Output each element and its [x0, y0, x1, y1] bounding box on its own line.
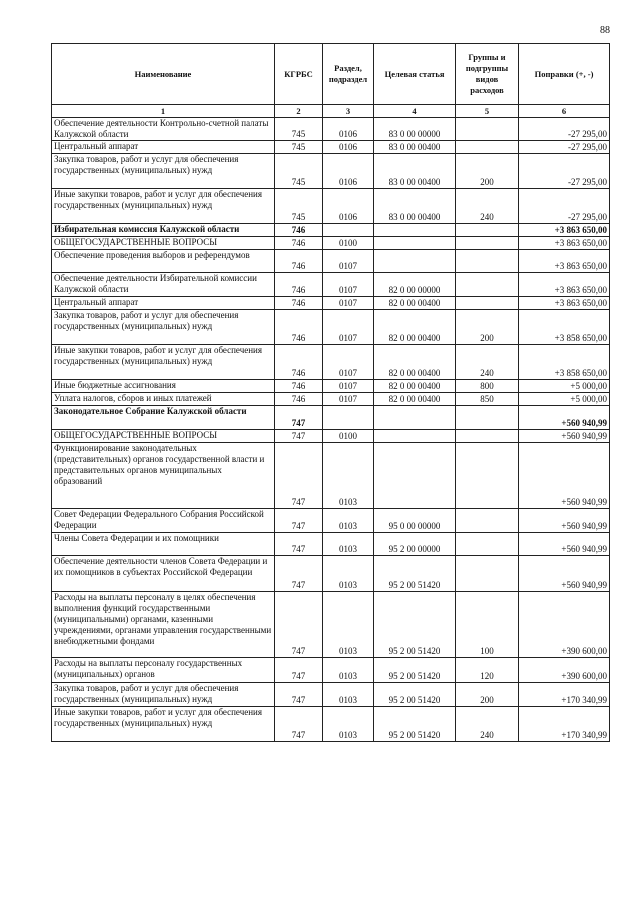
row-group-cell — [456, 141, 519, 154]
row-kgrbs-cell: 745 — [275, 189, 323, 224]
row-razdel-cell: 0106 — [323, 141, 374, 154]
row-group-cell: 120 — [456, 658, 519, 683]
row-razdel-cell: 0103 — [323, 658, 374, 683]
row-name-cell: Иные закупки товаров, работ и услуг для обеспечения государственных (муниципальных) нужд — [52, 707, 275, 742]
header-target: Целевая статья — [374, 44, 456, 105]
table-row — [52, 393, 610, 406]
row-amount-cell: +170 340,99 — [519, 707, 610, 742]
row-name-cell: Иные бюджетные ассигнования — [52, 380, 275, 393]
row-target-cell: 95 2 00 51420 — [374, 707, 456, 742]
row-razdel-cell: 0106 — [323, 118, 374, 141]
row-kgrbs-cell: 747 — [275, 533, 323, 556]
table-row — [52, 443, 610, 509]
header-kgrbs: КГРБС — [275, 44, 323, 105]
row-amount-cell: +390 600,00 — [519, 658, 610, 683]
row-kgrbs-cell: 746 — [275, 297, 323, 310]
row-amount-cell: +560 940,99 — [519, 406, 610, 430]
table-row — [52, 250, 610, 273]
header-razdel: Раздел, подраздел — [323, 44, 374, 105]
row-kgrbs-cell: 745 — [275, 118, 323, 141]
row-kgrbs-cell: 746 — [275, 393, 323, 406]
row-name-cell: Иные закупки товаров, работ и услуг для обеспечения государственных (муниципальных) нужд — [52, 189, 275, 224]
column-number: 6 — [519, 105, 610, 118]
row-group-cell — [456, 224, 519, 237]
row-target-cell — [374, 237, 456, 250]
row-amount-cell: +5 000,00 — [519, 380, 610, 393]
row-amount-cell: +3 863 650,00 — [519, 273, 610, 297]
row-kgrbs-cell: 747 — [275, 556, 323, 592]
row-group-cell: 240 — [456, 345, 519, 380]
row-razdel-cell: 0103 — [323, 509, 374, 533]
row-name-cell: Члены Совета Федерации и их помощники — [52, 533, 275, 556]
row-target-cell: 95 2 00 51420 — [374, 658, 456, 683]
row-amount-cell: +560 940,99 — [519, 430, 610, 443]
row-target-cell: 83 0 00 00400 — [374, 141, 456, 154]
row-group-cell: 100 — [456, 592, 519, 658]
table-row — [52, 707, 610, 742]
row-amount-cell: -27 295,00 — [519, 118, 610, 141]
row-kgrbs-cell: 747 — [275, 443, 323, 509]
row-razdel-cell: 0103 — [323, 556, 374, 592]
table-row — [52, 310, 610, 345]
row-target-cell: 95 2 00 51420 — [374, 592, 456, 658]
row-name-cell: Закупка товаров, работ и услуг для обеспечения государственных (муниципальных) нужд — [52, 683, 275, 707]
row-name-cell: Законодательное Собрание Калужской области — [52, 406, 275, 430]
row-target-cell: 95 2 00 51420 — [374, 556, 456, 592]
row-target-cell — [374, 430, 456, 443]
column-number-row — [52, 105, 610, 118]
row-razdel-cell: 0107 — [323, 250, 374, 273]
row-name-cell: Расходы на выплаты персоналу в целях обеспечения выполнения функций государственными (муниципальными) органами, казенными учреждениями, органами управления государственными внебюджетными фондами — [52, 592, 275, 658]
row-amount-cell: +560 940,99 — [519, 533, 610, 556]
row-razdel-cell: 0103 — [323, 533, 374, 556]
table-row — [52, 154, 610, 189]
row-name-cell: Закупка товаров, работ и услуг для обеспечения государственных (муниципальных) нужд — [52, 310, 275, 345]
row-razdel-cell: 0107 — [323, 297, 374, 310]
row-target-cell — [374, 250, 456, 273]
row-razdel-cell: 0107 — [323, 345, 374, 380]
row-amount-cell: -27 295,00 — [519, 189, 610, 224]
row-amount-cell: -27 295,00 — [519, 154, 610, 189]
row-kgrbs-cell: 746 — [275, 310, 323, 345]
table-row — [52, 533, 610, 556]
row-razdel-cell: 0107 — [323, 380, 374, 393]
row-target-cell: 95 0 00 00000 — [374, 509, 456, 533]
header-group: Группы и подгруппы видов расходов — [456, 44, 519, 105]
row-amount-cell: +3 863 650,00 — [519, 224, 610, 237]
row-name-cell: Совет Федерации Федерального Собрания Российской Федерации — [52, 509, 275, 533]
row-name-cell: Уплата налогов, сборов и иных платежей — [52, 393, 275, 406]
table-row — [52, 237, 610, 250]
row-amount-cell: +3 863 650,00 — [519, 297, 610, 310]
column-number: 4 — [374, 105, 456, 118]
row-group-cell — [456, 250, 519, 273]
row-target-cell: 82 0 00 00400 — [374, 393, 456, 406]
row-razdel-cell: 0107 — [323, 310, 374, 345]
row-amount-cell: +3 858 650,00 — [519, 310, 610, 345]
row-name-cell: Избирательная комиссия Калужской области — [52, 224, 275, 237]
row-kgrbs-cell: 746 — [275, 345, 323, 380]
row-name-cell: ОБЩЕГОСУДАРСТВЕННЫЕ ВОПРОСЫ — [52, 430, 275, 443]
page-number: 88 — [600, 25, 610, 36]
table-row — [52, 345, 610, 380]
header-amount: Поправки (+, -) — [519, 44, 610, 105]
row-target-cell: 95 2 00 51420 — [374, 683, 456, 707]
table-body — [52, 118, 610, 742]
row-amount-cell: -27 295,00 — [519, 141, 610, 154]
row-razdel-cell: 0103 — [323, 592, 374, 658]
table-row — [52, 141, 610, 154]
row-group-cell — [456, 533, 519, 556]
row-razdel-cell: 0103 — [323, 443, 374, 509]
row-kgrbs-cell: 746 — [275, 273, 323, 297]
row-kgrbs-cell: 747 — [275, 430, 323, 443]
row-razdel-cell: 0100 — [323, 430, 374, 443]
row-name-cell: Функционирование законодательных (представительных) органов государственной власти и представительных органов муниципальных образований — [52, 443, 275, 509]
row-target-cell: 82 0 00 00400 — [374, 297, 456, 310]
row-group-cell — [456, 297, 519, 310]
row-kgrbs-cell: 747 — [275, 406, 323, 430]
budget-amendments-table — [51, 43, 610, 742]
table-row — [52, 592, 610, 658]
row-name-cell: Центральный аппарат — [52, 141, 275, 154]
row-name-cell: Обеспечение деятельности Контрольно-счетной палаты Калужской области — [52, 118, 275, 141]
row-kgrbs-cell: 747 — [275, 683, 323, 707]
table-row — [52, 556, 610, 592]
row-amount-cell: +3 863 650,00 — [519, 250, 610, 273]
row-amount-cell: +560 940,99 — [519, 509, 610, 533]
row-razdel-cell: 0106 — [323, 154, 374, 189]
row-razdel-cell: 0106 — [323, 189, 374, 224]
row-kgrbs-cell: 745 — [275, 141, 323, 154]
column-number: 5 — [456, 105, 519, 118]
row-name-cell: Иные закупки товаров, работ и услуг для обеспечения государственных (муниципальных) нужд — [52, 345, 275, 380]
row-group-cell — [456, 443, 519, 509]
row-kgrbs-cell: 746 — [275, 237, 323, 250]
row-kgrbs-cell: 746 — [275, 250, 323, 273]
row-kgrbs-cell: 747 — [275, 509, 323, 533]
row-name-cell: Закупка товаров, работ и услуг для обеспечения государственных (муниципальных) нужд — [52, 154, 275, 189]
row-name-cell: Обеспечение деятельности Избирательной комиссии Калужской области — [52, 273, 275, 297]
row-name-cell: Обеспечение проведения выборов и референдумов — [52, 250, 275, 273]
table-header-row — [52, 44, 610, 105]
column-number: 2 — [275, 105, 323, 118]
row-group-cell — [456, 237, 519, 250]
row-amount-cell: +5 000,00 — [519, 393, 610, 406]
table-row — [52, 380, 610, 393]
row-razdel-cell: 0107 — [323, 273, 374, 297]
row-target-cell: 82 0 00 00400 — [374, 310, 456, 345]
row-kgrbs-cell: 746 — [275, 380, 323, 393]
row-razdel-cell: 0100 — [323, 237, 374, 250]
table-row — [52, 406, 610, 430]
table-row — [52, 297, 610, 310]
row-target-cell — [374, 224, 456, 237]
row-group-cell — [456, 556, 519, 592]
row-group-cell — [456, 406, 519, 430]
row-group-cell: 240 — [456, 189, 519, 224]
row-kgrbs-cell: 747 — [275, 658, 323, 683]
column-number: 3 — [323, 105, 374, 118]
row-razdel-cell: 0107 — [323, 393, 374, 406]
row-target-cell: 82 0 00 00000 — [374, 273, 456, 297]
header-name: Наименование — [52, 44, 275, 105]
row-target-cell: 82 0 00 00400 — [374, 380, 456, 393]
row-target-cell: 83 0 00 00400 — [374, 189, 456, 224]
row-group-cell — [456, 273, 519, 297]
row-group-cell — [456, 118, 519, 141]
row-name-cell: Обеспечение деятельности членов Совета Федерации и их помощников в субъектах Российской Федерации — [52, 556, 275, 592]
row-amount-cell: +560 940,99 — [519, 443, 610, 509]
row-target-cell — [374, 443, 456, 509]
row-target-cell: 82 0 00 00400 — [374, 345, 456, 380]
row-target-cell: 95 2 00 00000 — [374, 533, 456, 556]
row-kgrbs-cell: 747 — [275, 592, 323, 658]
row-kgrbs-cell: 746 — [275, 224, 323, 237]
table-row — [52, 658, 610, 683]
table-row — [52, 509, 610, 533]
row-amount-cell: +390 600,00 — [519, 592, 610, 658]
row-group-cell: 240 — [456, 707, 519, 742]
table-row — [52, 118, 610, 141]
row-amount-cell: +170 340,99 — [519, 683, 610, 707]
row-razdel-cell: 0103 — [323, 683, 374, 707]
row-group-cell — [456, 509, 519, 533]
row-target-cell: 83 0 00 00000 — [374, 118, 456, 141]
row-group-cell: 200 — [456, 683, 519, 707]
row-kgrbs-cell: 745 — [275, 154, 323, 189]
table-row — [52, 430, 610, 443]
row-group-cell: 200 — [456, 310, 519, 345]
table-row — [52, 224, 610, 237]
row-amount-cell: +560 940,99 — [519, 556, 610, 592]
table-row — [52, 273, 610, 297]
row-group-cell: 850 — [456, 393, 519, 406]
row-group-cell: 800 — [456, 380, 519, 393]
row-group-cell — [456, 430, 519, 443]
row-razdel-cell: 0103 — [323, 707, 374, 742]
row-target-cell: 83 0 00 00400 — [374, 154, 456, 189]
row-group-cell: 200 — [456, 154, 519, 189]
table-row — [52, 683, 610, 707]
row-name-cell: ОБЩЕГОСУДАРСТВЕННЫЕ ВОПРОСЫ — [52, 237, 275, 250]
row-razdel-cell — [323, 224, 374, 237]
row-name-cell: Расходы на выплаты персоналу государственных (муниципальных) органов — [52, 658, 275, 683]
column-number: 1 — [52, 105, 275, 118]
row-amount-cell: +3 863 650,00 — [519, 237, 610, 250]
table-row — [52, 189, 610, 224]
row-name-cell: Центральный аппарат — [52, 297, 275, 310]
row-amount-cell: +3 858 650,00 — [519, 345, 610, 380]
row-razdel-cell — [323, 406, 374, 430]
row-kgrbs-cell: 747 — [275, 707, 323, 742]
row-target-cell — [374, 406, 456, 430]
